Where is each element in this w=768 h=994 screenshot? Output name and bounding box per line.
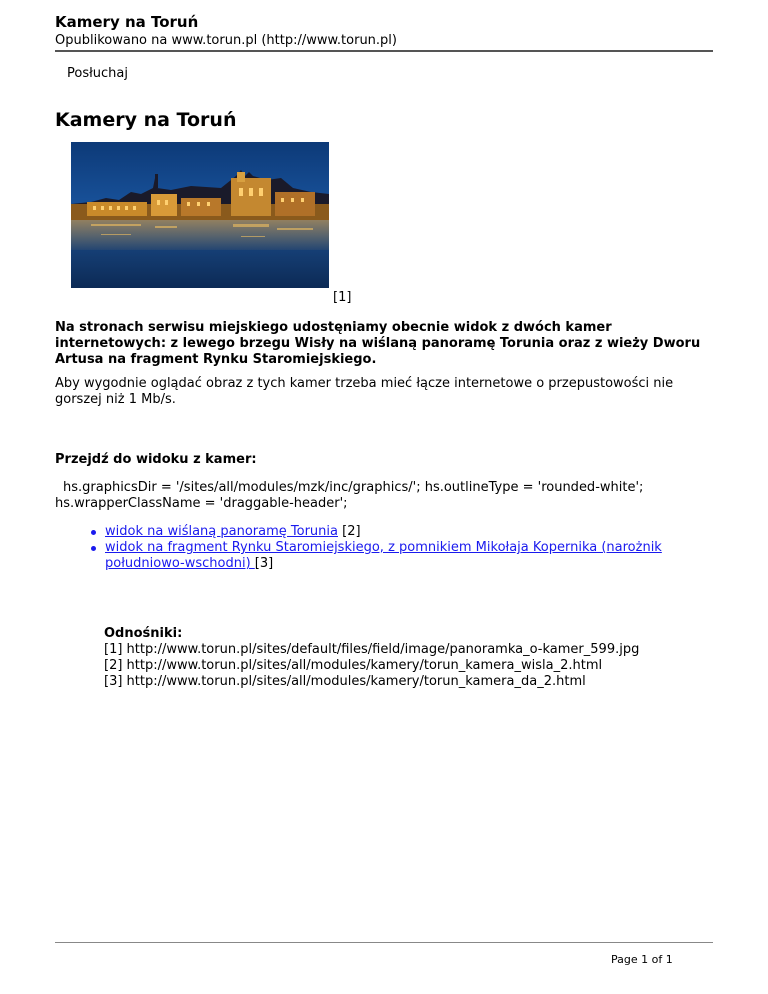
references (104, 626, 639, 690)
link-ref: [2] (342, 524, 361, 539)
article-lead: Na stronach serwisu miejskiego udostęniamy obecnie widok z dwóch kamer internetowych: z lewego brzegu Wisły na wiślaną panoramę Torunia oraz z wieży Dworu Artusa na fragment Rynku Staromiejskiego. (55, 320, 701, 367)
script-text: hs.graphicsDir = '/sites/all/modules/mzk/inc/graphics/'; hs.outlineType = 'rounded-white'; hs.wrapperClassName = 'draggable-header'; (55, 480, 644, 511)
camera-section-heading: Przejdź do widoku z kamer: (55, 452, 257, 467)
footer-divider (55, 942, 713, 943)
listen-button[interactable]: Posłuchaj (67, 66, 129, 81)
list-item (90, 540, 690, 572)
panorama-photo[interactable] (71, 142, 329, 288)
bullet-icon (91, 546, 96, 551)
page-title: Kamery na Toruń (55, 109, 237, 131)
published-on: Opublikowano na www.torun.pl (http://www.torun.pl) (55, 33, 397, 48)
link-vistula-panorama[interactable]: widok na wiślaną panoramę Torunia (105, 524, 338, 539)
reference-item: [1] http://www.torun.pl/sites/default/files/field/image/panoramka_o-kamer_599.jpg (104, 642, 640, 657)
reference-item: [3] http://www.torun.pl/sites/all/modules/kamery/torun_kamera_da_2.html (104, 674, 586, 689)
image-footnote-ref: [1] (333, 290, 352, 305)
reference-item: [2] http://www.torun.pl/sites/all/modules/kamery/torun_kamera_wisla_2.html (104, 658, 603, 673)
article-paragraph: Aby wygodnie oglądać obraz z tych kamer trzeba mieć łącze internetowe o przepustowości nie gorszej niż 1 Mb/s. (55, 376, 674, 407)
site-title: Kamery na Toruń (55, 13, 199, 31)
link-ref: [3] (254, 556, 274, 571)
site-header (55, 12, 713, 49)
header-divider (55, 50, 713, 52)
link-old-town-square[interactable]: widok na fragment Rynku Staromiejskiego, z pomnikiem Mikołaja Kopernika (narożnik południowo-wschodni) (105, 540, 662, 571)
camera-links-list (90, 524, 690, 572)
bullet-icon (91, 530, 96, 535)
list-item (90, 524, 690, 540)
references-title: Odnośniki: (104, 626, 183, 641)
page-number: Page 1 of 1 (611, 953, 673, 966)
